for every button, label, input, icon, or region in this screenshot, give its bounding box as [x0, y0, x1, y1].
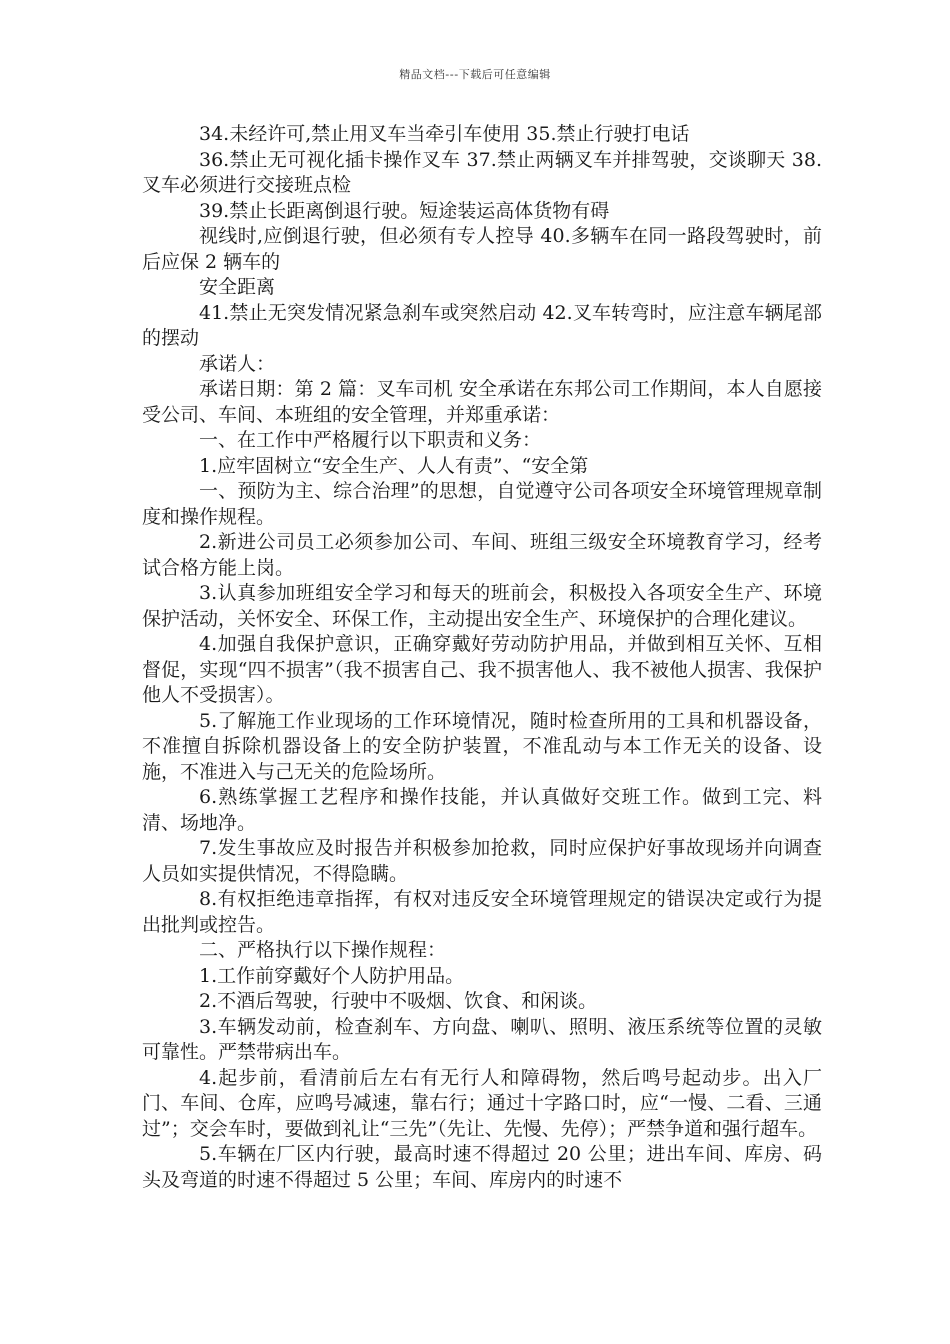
- paragraph-duty-3: 3.认真参加班组安全学习和每天的班前会，积极投入各项安全生产、环境保护活动，关怀安全、环保工作，主动提出安全生产、环境保护的合理化建议。: [142, 582, 822, 630]
- paragraph-safe-distance: 安全距离: [199, 276, 276, 298]
- paragraph-promise-date-intro: 承诺日期：第 2 篇：叉车司机 安全承诺在东邦公司工作期间，本人自愿接受公司、车间、本班组的安全管理，并郑重承诺：: [142, 378, 822, 426]
- paragraph-promisor: 承诺人：: [199, 352, 276, 375]
- paragraph-duty-6: 6.熟练掌握工艺程序和操作技能，并认真做好交班工作。做到工完、料清、场地净。: [142, 786, 822, 834]
- paragraph-procedure-3: 3.车辆发动前，检查刹车、方向盘、喇叭、照明、液压系统等位置的灵敏可靠性。严禁带病出车。: [142, 1015, 822, 1063]
- paragraph-procedure-1: 1.工作前穿戴好个人防护用品。: [199, 964, 465, 987]
- paragraph-procedure-2: 2.不酒后驾驶，行驶中不吸烟、饮食、和闲谈。: [199, 990, 598, 1012]
- page-header: 精品文档---下载后可任意编辑: [399, 68, 551, 81]
- paragraph-39: 39.禁止长距离倒退行驶。短途装运高体货物有碍: [199, 199, 610, 222]
- document-body: [142, 122, 822, 1193]
- paragraph-duty-4: 4.加强自我保护意识，正确穿戴好劳动防护用品，并做到相互关怀、互相督促，实现“四不损害”（我不损害自己、我不损害他人、我不被他人损害、我保护他人不受损害）。: [142, 633, 822, 706]
- paragraph-39-cont-40: 视线时,应倒退行驶，但必须有专人控导 40.多辆车在同一路段驾驶时，前后应保 2 辆车的: [142, 225, 822, 273]
- section-heading-procedures: 二、严格执行以下操作规程：: [199, 939, 447, 961]
- paragraph-duty-1-cont: 一、预防为主、综合治理”的思想，自觉遵守公司各项安全环境管理规章制度和操作规程。: [142, 480, 822, 528]
- paragraph-procedure-4: 4.起步前，看清前后左右有无行人和障碍物，然后鸣号起动步。出入厂门、车间、仓库，应鸣号减速，靠右行；通过十字路口时，应“一慢、二看、三通过”；交会车时，要做到礼让“三先”（先让、先慢、先停）；严禁争道和强行超车。: [142, 1066, 822, 1140]
- paragraph-duty-1: 1.应牢固树立“安全生产、人人有责”、“安全第: [199, 454, 589, 477]
- paragraph-41-42: 41.禁止无突发情况紧急刹车或突然启动 42.叉车转弯时，应注意车辆尾部的摆动: [142, 301, 822, 349]
- paragraph-34-35: 34.未经许可,禁止用叉车当牵引车使用 35.禁止行驶打电话: [199, 123, 690, 145]
- paragraph-procedure-5: 5.车辆在厂区内行驶，最高时速不得超过 20 公里；进出车间、库房、码头及弯道的时速不得超过 5 公里；车间、库房内的时速不: [142, 1143, 822, 1191]
- paragraph-duty-7: 7.发生事故应及时报告并积极参加抢救，同时应保护好事故现场并向调查人员如实提供情况，不得隐瞒。: [142, 837, 822, 885]
- paragraph-36-38: 36.禁止无可视化插卡操作叉车 37.禁止两辆叉车并排驾驶，交谈聊天 38.叉车必须进行交接班点检: [142, 148, 822, 196]
- section-heading-duties: 一、在工作中严格履行以下职责和义务：: [199, 429, 542, 451]
- paragraph-duty-8: 8.有权拒绝违章指挥，有权对违反安全环境管理规定的错误决定或行为提出批判或控告。: [142, 888, 822, 936]
- paragraph-duty-2: 2.新进公司员工必须参加公司、车间、班组三级安全环境教育学习，经考试合格方能上岗。: [142, 531, 822, 579]
- paragraph-duty-5: 5.了解施工作业现场的工作环境情况，随时检查所用的工具和机器设备，不准擅自拆除机器设备上的安全防护装置，不准乱动与本工作无关的设备、设施，不准进入与己无关的危险场所。: [142, 709, 822, 783]
